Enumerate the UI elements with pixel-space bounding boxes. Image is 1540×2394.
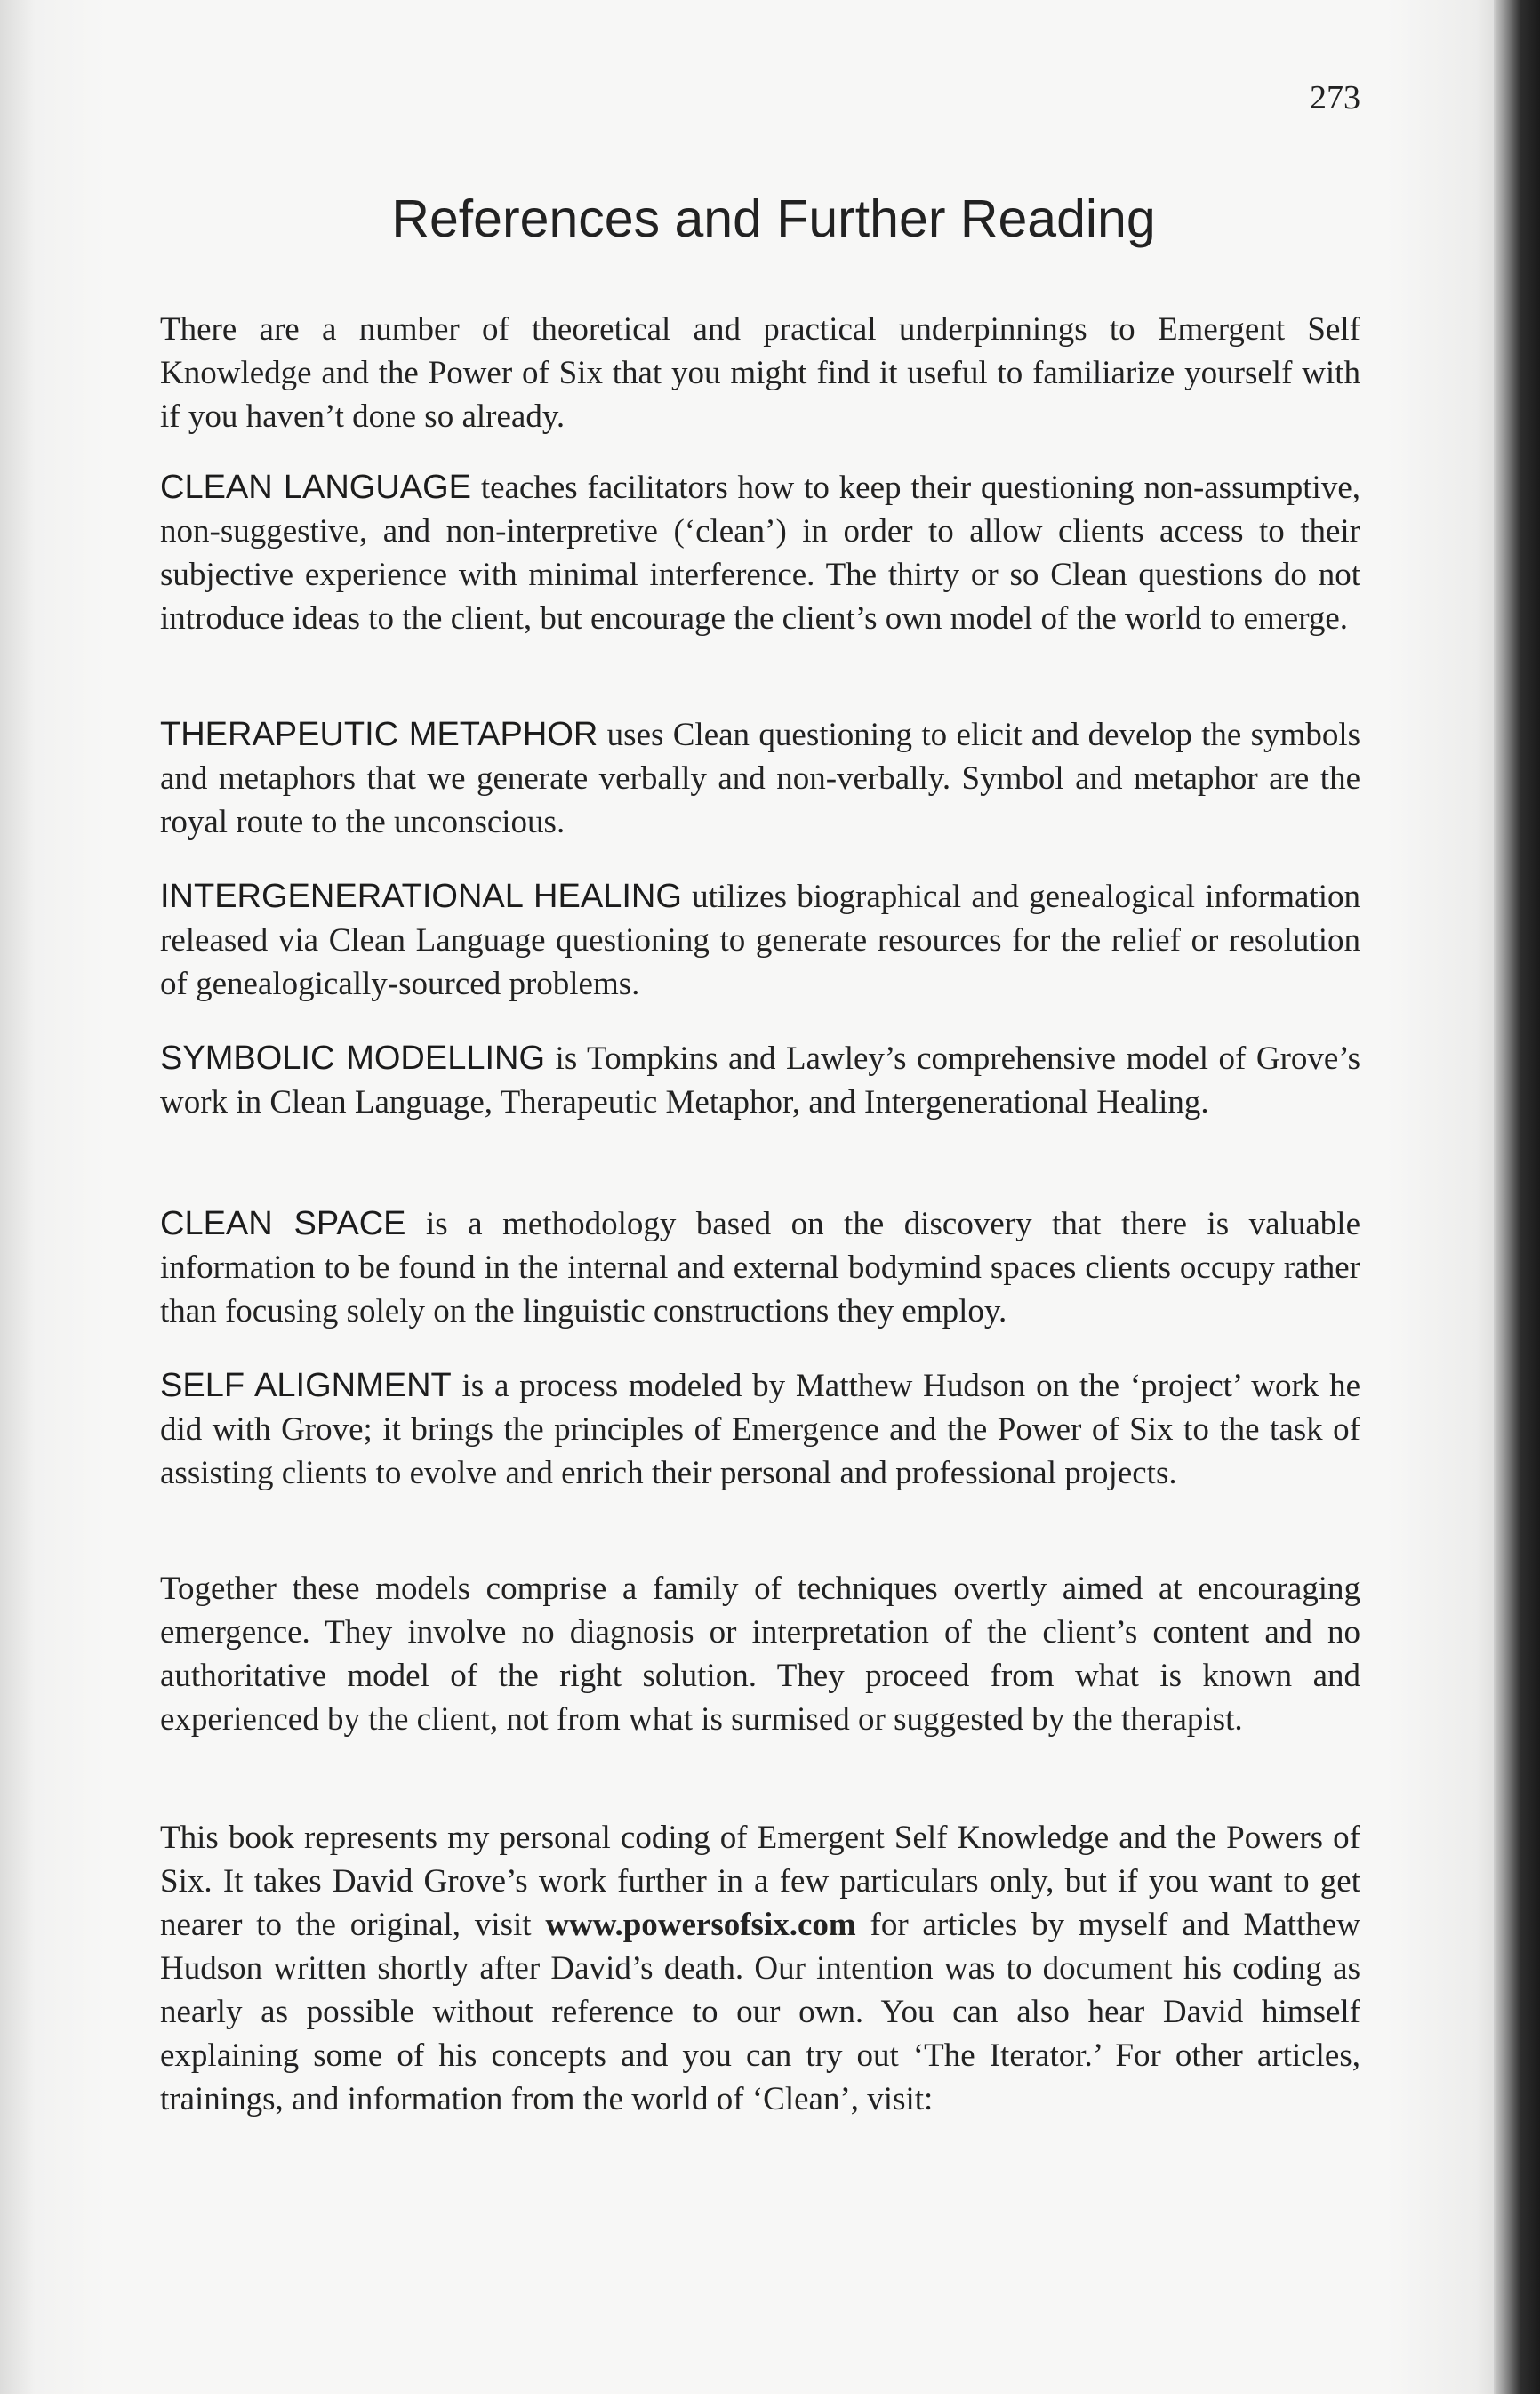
page-number: 273 bbox=[1310, 79, 1360, 116]
section-text: utilizes biographical and genealogical information released via Clean Language questioning to generate resources for the relief or resolution of genealogically-sourced problems. bbox=[160, 879, 1360, 1002]
section-text: is a process modeled by Matthew Hudson on the ‘project’ work he did with Grove; it brings the principles of Emergence and the Power of Six to the task of assisting clients to evolve and enrich their personal and professional projects. bbox=[160, 1368, 1360, 1491]
closing-text-end: for articles by myself and Matthew Hudson written shortly after David’s death. Our intention was to document his coding as nearly as possible without reference to our own. You can also hear David himself explaining some of his concepts and you can try out ‘The Iterator.’ For other articles, trainings, and information from the world of ‘Clean’, visit: bbox=[160, 1907, 1360, 2117]
section-therapeutic-metaphor bbox=[160, 713, 1360, 844]
section-term: INTERGENERATIONAL HEALING bbox=[160, 878, 682, 915]
section-term: CLEAN LANGUAGE bbox=[160, 469, 472, 506]
page-title: References and Further Reading bbox=[391, 189, 1156, 248]
together-paragraph: Together these models comprise a family of techniques overtly aimed at encouraging emergence. They involve no diagnosis or interpretation of the client’s content and no authoritative model of the right solution. They proceed from what is known and experienced by the client, not from what is surmised or suggested by the therapist. bbox=[160, 1571, 1360, 1738]
section-symbolic-modelling bbox=[160, 1037, 1360, 1124]
section-term: THERAPEUTIC METAPHOR bbox=[160, 716, 598, 753]
section-term: CLEAN SPACE bbox=[160, 1205, 406, 1242]
section-term: SELF ALIGNMENT bbox=[160, 1367, 452, 1404]
powersofsix-link[interactable]: www.powersofsix.com bbox=[545, 1907, 856, 1943]
section-text: is a methodology based on the discovery that there is valuable information to be found in the internal and external bodymind spaces clients occupy rather than focusing solely on the linguistic constructions they employ. bbox=[160, 1206, 1360, 1330]
section-clean-space bbox=[160, 1202, 1360, 1333]
section-intergenerational-healing bbox=[160, 875, 1360, 1006]
intro-paragraph: There are a number of theoretical and practical underpinnings to Emergent Self Knowledge and the Power of Six that you might find it useful to familiarize yourself with if you haven’t done so already. bbox=[160, 311, 1360, 435]
closing-paragraph bbox=[160, 1816, 1360, 2121]
section-text: teaches facilitators how to keep their questioning non-assumptive, non-suggestive, and non-interpretive (‘clean’) in order to allow clients access to their subjective experience with minimal interference. The thirty or so Clean questions do not introduce ideas to the client, but encourage the client’s own model of the world to emerge. bbox=[160, 470, 1360, 637]
section-self-alignment bbox=[160, 1364, 1360, 1495]
section-text: uses Clean questioning to elicit and develop the symbols and metaphors that we generate verbally and non-verbally. Symbol and metaphor are the royal route to the unconscious. bbox=[160, 717, 1360, 840]
closing-text-start: This book represents my personal coding of Emergent Self Knowledge and the Powers of Six. It takes David Grove’s work further in a few particulars only, but if you want to get nearer to the original, visit bbox=[160, 1820, 1360, 1943]
section-text: is Tompkins and Lawley’s comprehensive model of Grove’s work in Clean Language, Therapeutic Metaphor, and Intergenerational Healing. bbox=[160, 1040, 1361, 1121]
section-clean-language bbox=[160, 466, 1360, 640]
section-term: SYMBOLIC MODELLING bbox=[160, 1040, 546, 1077]
book-spine-shadow bbox=[1494, 0, 1540, 2394]
